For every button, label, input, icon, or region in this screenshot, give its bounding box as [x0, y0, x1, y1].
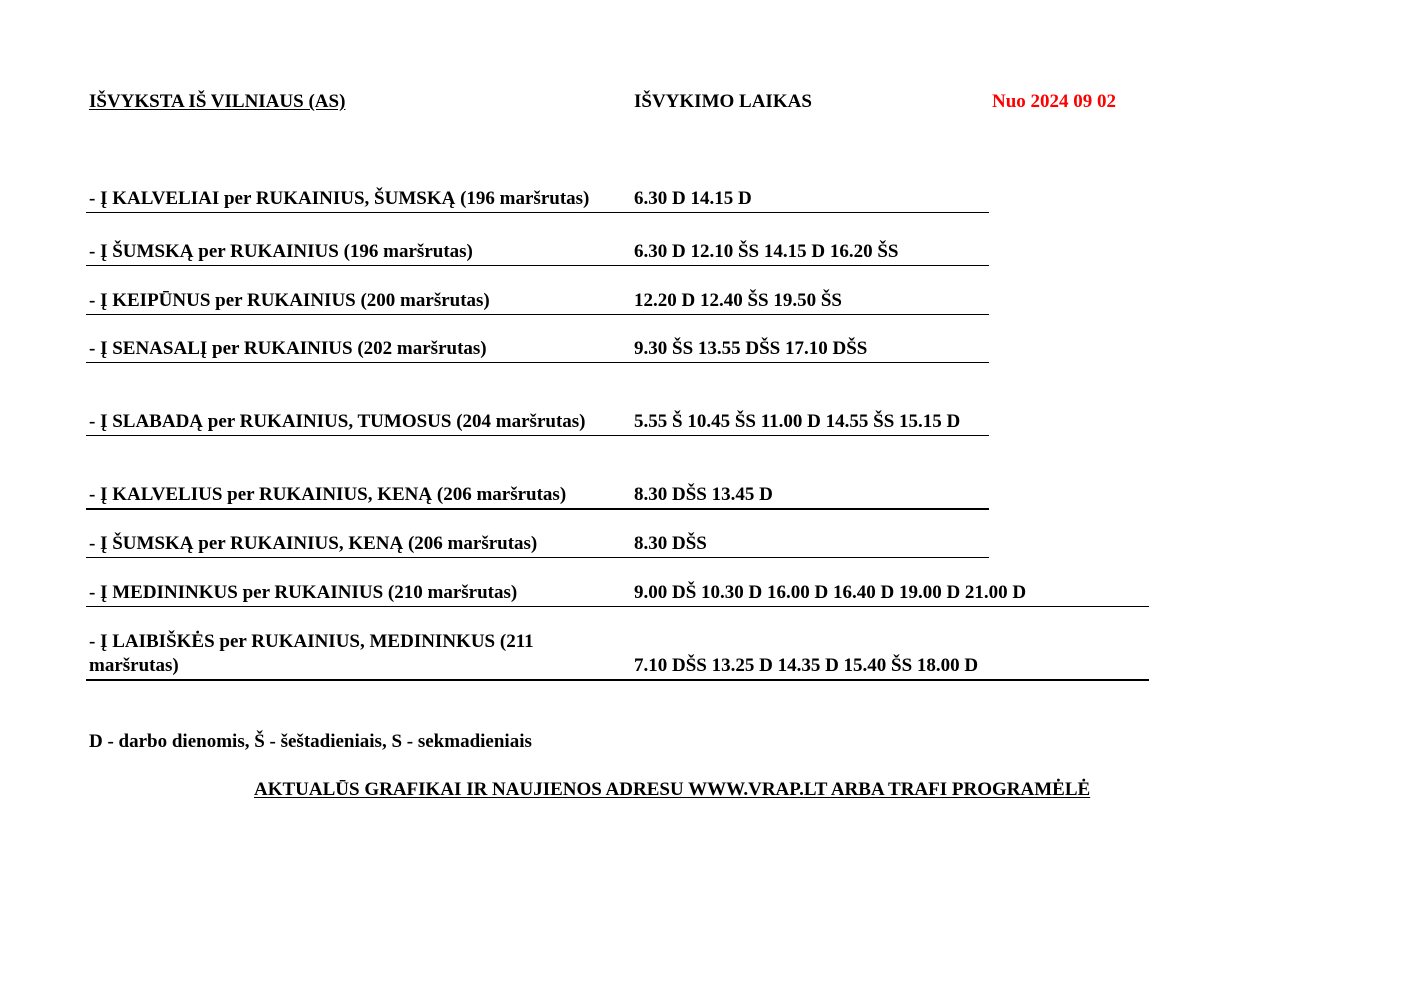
row-divider: [86, 314, 989, 315]
route-times: 6.30 D 12.10 ŠS 14.15 D 16.20 ŠS: [634, 241, 899, 262]
route-destination: - Į KALVELIAI per RUKAINIUS, ŠUMSKĄ (196 maršrutas): [89, 188, 590, 209]
departs-from-heading: IŠVYKSTA IŠ VILNIAUS (AS): [89, 91, 346, 112]
row-divider: [86, 212, 989, 213]
row-divider: [86, 679, 1149, 681]
route-destination: - Į ŠUMSKĄ per RUKAINIUS, KENĄ (206 maršrutas): [89, 533, 538, 554]
route-times: 5.55 Š 10.45 ŠS 11.00 D 14.55 ŠS 15.15 D: [634, 411, 961, 432]
route-times: 9.00 DŠ 10.30 D 16.00 D 16.40 D 19.00 D 21.00 D: [634, 582, 1027, 603]
route-times: 9.30 ŠS 13.55 DŠS 17.10 DŠS: [634, 338, 868, 359]
valid-from-date: Nuo 2024 09 02: [992, 91, 1117, 112]
route-destination-line1: - Į LAIBIŠKĖS per RUKAINIUS, MEDININKUS (211: [89, 631, 534, 652]
route-destination: - Į ŠUMSKĄ per RUKAINIUS (196 maršrutas): [89, 241, 473, 262]
route-destination: - Į KALVELIUS per RUKAINIUS, KENĄ (206 maršrutas): [89, 484, 567, 505]
route-times: 7.10 DŠS 13.25 D 14.35 D 15.40 ŠS 18.00 D: [634, 655, 979, 676]
row-divider: [86, 557, 989, 558]
row-divider: [86, 606, 1149, 607]
row-divider: [86, 265, 989, 266]
route-times: 8.30 DŠS 13.45 D: [634, 484, 773, 505]
departure-time-heading: IŠVYKIMO LAIKAS: [634, 91, 812, 112]
route-times: 8.30 DŠS: [634, 533, 707, 554]
website-notice: AKTUALŪS GRAFIKAI IR NAUJIENOS ADRESU WWW.VRAP.LT ARBA TRAFI PROGRAMĖLĖ: [254, 779, 1091, 800]
route-times: 12.20 D 12.40 ŠS 19.50 ŠS: [634, 290, 842, 311]
route-destination: - Į KEIPŪNUS per RUKAINIUS (200 maršrutas): [89, 290, 490, 311]
row-divider: [86, 508, 989, 510]
route-times: 6.30 D 14.15 D: [634, 188, 752, 209]
route-destination: - Į SLABADĄ per RUKAINIUS, TUMOSUS (204 maršrutas): [89, 411, 586, 432]
day-code-legend: D - darbo dienomis, Š - šeštadieniais, S - sekmadieniais: [89, 731, 532, 752]
route-destination-line2: maršrutas): [89, 655, 179, 676]
route-destination: - Į SENASALĮ per RUKAINIUS (202 maršrutas): [89, 338, 487, 359]
row-divider: [86, 435, 989, 436]
route-destination: - Į MEDININKUS per RUKAINIUS (210 maršrutas): [89, 582, 518, 603]
row-divider: [86, 362, 989, 363]
